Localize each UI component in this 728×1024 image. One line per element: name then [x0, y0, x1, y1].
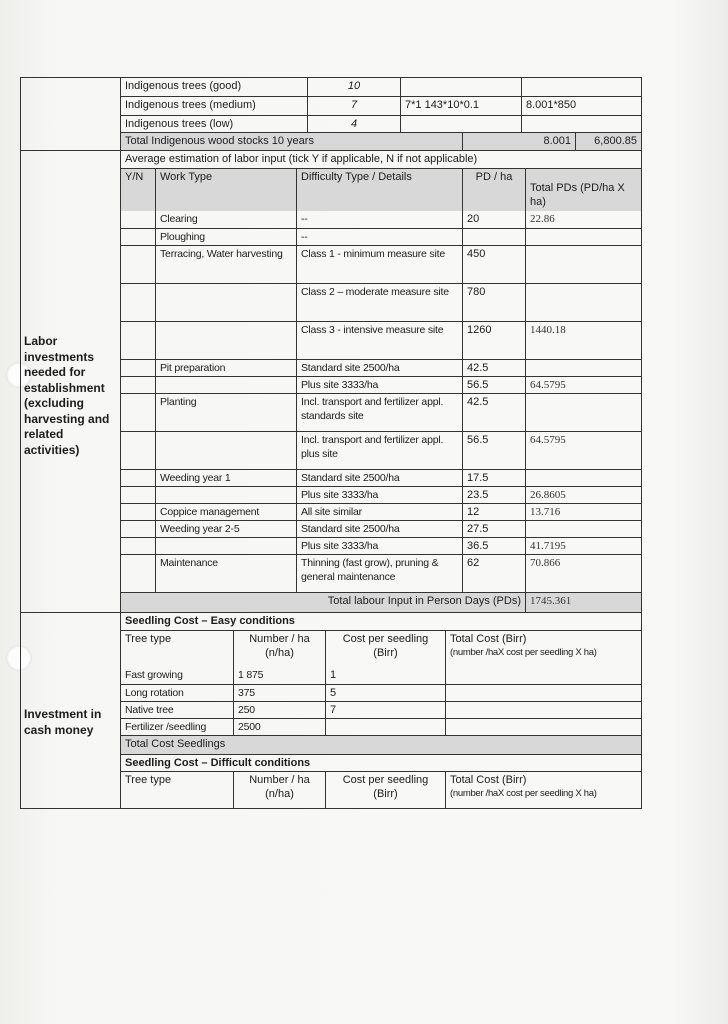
- detail-cell: --: [296, 211, 462, 228]
- pd-cell: 62: [462, 555, 525, 592]
- row-result: 8.001*850: [521, 97, 641, 115]
- labor-heading-row: [121, 151, 641, 168]
- seedling-total-row: [121, 735, 641, 754]
- yn-cell: [121, 284, 155, 321]
- header-total-pds: Total PDs (PD/ha X ha): [525, 169, 641, 211]
- yn-cell: [121, 538, 155, 554]
- work-type-cell: Coppice management: [155, 504, 296, 520]
- row-label: Indigenous trees (good): [125, 80, 242, 92]
- pd-cell: 17.5: [462, 470, 525, 486]
- labor-header-row: [121, 168, 641, 211]
- total-cell: [525, 284, 641, 321]
- yn-cell: [121, 470, 155, 486]
- labor-row: [121, 283, 641, 321]
- indigenous-total-row: [121, 132, 641, 150]
- header-total-cost: [445, 631, 641, 667]
- labor-row: [121, 469, 641, 486]
- pd-cell: 27.5: [462, 521, 525, 537]
- total-cell: 64.5795: [525, 377, 641, 393]
- total-cell: [525, 394, 641, 431]
- row-calc: [400, 78, 521, 96]
- yn-cell: [121, 521, 155, 537]
- labor-row: [121, 211, 641, 228]
- investment-side-text: Investment in cash money: [24, 707, 102, 737]
- cost-cell: [325, 719, 445, 735]
- work-type-cell: Maintenance: [155, 555, 296, 592]
- labor-row: [121, 554, 641, 592]
- yn-cell: [121, 555, 155, 592]
- total-label: Total Indigenous wood stocks 10 years: [125, 135, 314, 147]
- work-type-cell: [155, 377, 296, 393]
- total-cell: [525, 470, 641, 486]
- easy-heading-row: [121, 613, 641, 630]
- header-work-type: Work Type: [155, 169, 296, 211]
- total-cost-label: Total Cost (Birr): [450, 633, 527, 645]
- cost-cell: 5: [325, 685, 445, 701]
- total-cell: 70.866: [525, 555, 641, 592]
- detail-cell: Plus site 3333/ha: [296, 538, 462, 554]
- indigenous-row: [121, 96, 641, 115]
- pd-cell: 23.5: [462, 487, 525, 503]
- pd-cell: 1260: [462, 322, 525, 359]
- total-cost-label: Total Cost (Birr): [450, 774, 527, 786]
- labor-row: [121, 431, 641, 469]
- header-tree-type: Tree type: [125, 633, 172, 645]
- total-cell: 1440.18: [525, 322, 641, 359]
- seedling-total-label: Total Cost Seedlings: [125, 738, 226, 750]
- row-value: 4: [307, 116, 400, 132]
- seedling-row: [121, 667, 641, 684]
- total-value: 6,800.85: [575, 133, 641, 150]
- labor-row: [121, 245, 641, 283]
- difficult-heading-row: [121, 754, 641, 771]
- yn-cell: [121, 360, 155, 376]
- total-cost-note: (number /haX cost per seedling X ha): [450, 788, 597, 799]
- detail-cell: Incl. transport and fertilizer appl. plus site: [296, 432, 462, 469]
- detail-cell: Standard site 2500/ha: [296, 470, 462, 486]
- header-cost: Cost per seedling (Birr): [325, 631, 445, 667]
- total-cell: [525, 246, 641, 283]
- pd-cell: 780: [462, 284, 525, 321]
- header-cost: Cost per seedling (Birr): [325, 772, 445, 808]
- row-calc: [400, 116, 521, 132]
- labor-total-value: 1745.361: [525, 593, 641, 612]
- header-tree-type: Tree type: [125, 774, 172, 786]
- total-cost-note: (number /haX cost per seedling X ha): [450, 647, 597, 658]
- total-cell: [525, 360, 641, 376]
- work-type-cell: Pit preparation: [155, 360, 296, 376]
- number-cell: 250: [233, 702, 325, 718]
- labor-side-text: Labor investments needed for establishment (excluding harvesting and related activities): [24, 334, 110, 457]
- indigenous-side-cell: [21, 78, 121, 150]
- pd-cell: 20: [462, 211, 525, 228]
- detail-cell: Incl. transport and fertilizer appl. standards site: [296, 394, 462, 431]
- labor-total-row: [121, 592, 641, 612]
- indigenous-section: [21, 78, 641, 150]
- header-number: Number / ha (n/ha): [233, 631, 325, 667]
- total-cost-cell: [445, 667, 641, 684]
- total-cost-cell: [445, 685, 641, 701]
- total-cell: 26.8605: [525, 487, 641, 503]
- work-type-cell: Weeding year 2-5: [155, 521, 296, 537]
- number-cell: 375: [233, 685, 325, 701]
- seedling-row: [121, 718, 641, 735]
- detail-cell: Class 2 – moderate measure site: [296, 284, 462, 321]
- yn-cell: [121, 229, 155, 245]
- pd-cell: 56.5: [462, 432, 525, 469]
- row-result: [521, 78, 641, 96]
- total-pd: 8.001: [462, 133, 575, 150]
- labor-row: [121, 393, 641, 431]
- tree-type-cell: Native tree: [125, 704, 174, 716]
- yn-cell: [121, 487, 155, 503]
- header-number: Number / ha (n/ha): [233, 772, 325, 808]
- labor-section: [21, 150, 641, 612]
- labor-row: [121, 503, 641, 520]
- detail-cell: All site similar: [296, 504, 462, 520]
- header-total-cost: [445, 772, 641, 808]
- total-cell: 13.716: [525, 504, 641, 520]
- detail-cell: Standard site 2500/ha: [296, 521, 462, 537]
- labor-heading: Average estimation of labor input (tick Y if applicable, N if not applicable): [125, 153, 478, 165]
- pd-cell: 12: [462, 504, 525, 520]
- labor-row: [121, 321, 641, 359]
- work-type-cell: Weeding year 1: [155, 470, 296, 486]
- pd-cell: 56.5: [462, 377, 525, 393]
- detail-cell: Class 1 - minimum measure site: [296, 246, 462, 283]
- pd-cell: 450: [462, 246, 525, 283]
- labor-total-label: Total labour Input in Person Days (PDs): [327, 595, 521, 607]
- detail-cell: Thinning (fast grow), pruning & general maintenance: [296, 555, 462, 592]
- work-type-cell: [155, 322, 296, 359]
- yn-cell: [121, 322, 155, 359]
- work-type-cell: [155, 538, 296, 554]
- row-calc: 7*1 143*10*0.1: [400, 97, 521, 115]
- pd-cell: 42.5: [462, 394, 525, 431]
- cost-table: [20, 77, 642, 809]
- row-label: Indigenous trees (medium): [125, 99, 256, 111]
- easy-header-row: [121, 630, 641, 667]
- investment-side-label: [21, 613, 121, 808]
- detail-cell: Plus site 3333/ha: [296, 487, 462, 503]
- labor-side-label: [21, 151, 121, 612]
- pd-cell: [462, 229, 525, 245]
- row-value: 10: [307, 78, 400, 96]
- labor-row: [121, 486, 641, 503]
- work-type-cell: Planting: [155, 394, 296, 431]
- yn-cell: [121, 432, 155, 469]
- work-type-cell: [155, 487, 296, 503]
- row-value: 7: [307, 97, 400, 115]
- tree-type-cell: Fast growing: [125, 669, 183, 681]
- total-cell: 22.86: [525, 211, 641, 228]
- detail-cell: Class 3 - intensive measure site: [296, 322, 462, 359]
- labor-row: [121, 359, 641, 376]
- number-cell: 2500: [233, 719, 325, 735]
- row-result: [521, 116, 641, 132]
- yn-cell: [121, 504, 155, 520]
- difficult-heading: Seedling Cost – Difficult conditions: [125, 757, 311, 769]
- difficult-header-row: [121, 771, 641, 808]
- header-pd-ha: PD / ha: [462, 169, 525, 211]
- tree-type-cell: Long rotation: [125, 687, 184, 699]
- cost-cell: 1: [325, 667, 445, 684]
- yn-cell: [121, 246, 155, 283]
- pd-cell: 42.5: [462, 360, 525, 376]
- labor-row: [121, 376, 641, 393]
- total-cost-cell: [445, 719, 641, 735]
- indigenous-row: [121, 115, 641, 132]
- seedling-row: [121, 684, 641, 701]
- total-cell: 64.5795: [525, 432, 641, 469]
- yn-cell: [121, 211, 155, 228]
- work-type-cell: Ploughing: [155, 229, 296, 245]
- total-cell: 41.7195: [525, 538, 641, 554]
- yn-cell: [121, 377, 155, 393]
- cost-cell: 7: [325, 702, 445, 718]
- yn-cell: [121, 394, 155, 431]
- indigenous-row: [121, 78, 641, 96]
- easy-heading: Seedling Cost – Easy conditions: [125, 615, 295, 627]
- detail-cell: Plus site 3333/ha: [296, 377, 462, 393]
- number-cell: 1 875: [233, 667, 325, 684]
- total-cell: [525, 229, 641, 245]
- labor-row: [121, 537, 641, 554]
- header-yn: Y/N: [125, 171, 144, 183]
- row-label: Indigenous trees (low): [125, 118, 234, 130]
- header-difficulty: Difficulty Type / Details: [296, 169, 462, 211]
- labor-row: [121, 228, 641, 245]
- total-cost-cell: [445, 702, 641, 718]
- labor-row: [121, 520, 641, 537]
- work-type-cell: Clearing: [155, 211, 296, 228]
- pd-cell: 36.5: [462, 538, 525, 554]
- total-cell: [525, 521, 641, 537]
- detail-cell: Standard site 2500/ha: [296, 360, 462, 376]
- work-type-cell: [155, 284, 296, 321]
- work-type-cell: Terracing, Water harvesting: [155, 246, 296, 283]
- seedling-row: [121, 701, 641, 718]
- work-type-cell: [155, 432, 296, 469]
- tree-type-cell: Fertilizer /seedling: [125, 721, 207, 733]
- investment-section: [21, 612, 641, 808]
- detail-cell: --: [296, 229, 462, 245]
